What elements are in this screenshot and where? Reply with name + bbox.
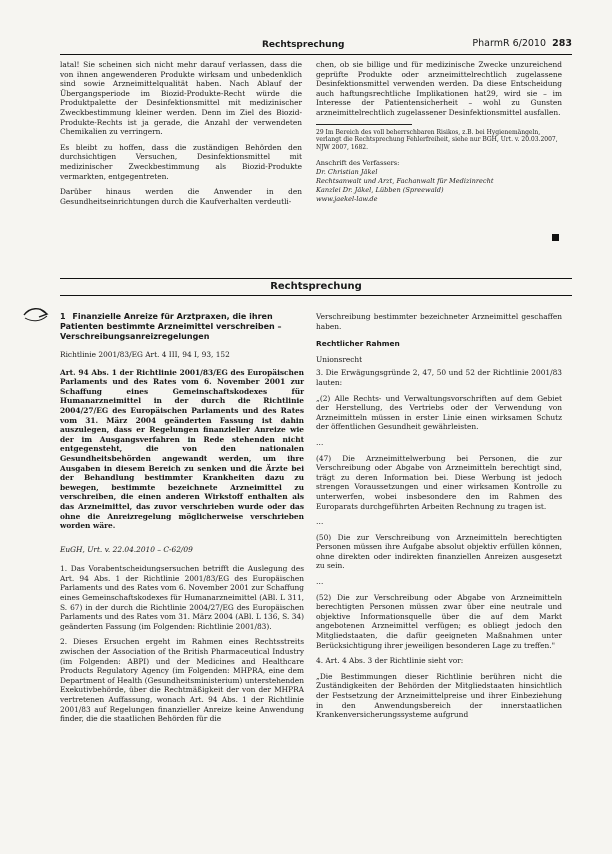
quote-recital-47: (47) Die Arzneimittelwerbung bei Personen, die zur Verschreibung oder Abgabe von Arzneimitteln berechtigt sind, trägt zu deren Information bei. Diese Werbung ist jedoch strengen Voraussetzungen und einer wirksamen Kontrolle zu unterwerfen, wobei insbesondere den im Rahmen des Europarats durchgeführten Arbeiten Rechnung zu tragen ist.: [316, 453, 562, 511]
case-right-column: [316, 312, 562, 726]
header-journal: PharmR 6/2010: [472, 38, 546, 49]
case-marker-arrow-icon: [22, 304, 52, 326]
footnote-rule: [316, 124, 412, 125]
author-website[interactable]: www.jaekel-law.de: [316, 194, 378, 203]
page-header: [60, 34, 572, 55]
footnote: 29 Im Bereich des voll beherrschbaren Risikos, z.B. bei Hygienemängeln, verlangt die Rechtsprechung Fehlerfreiheit, siehe nur BGH, Urt. v. 20.03.2007, NJW 2007, 1682.: [316, 128, 558, 151]
top-left-column: [60, 60, 302, 212]
author-address-label: Anschrift des Verfassers:: [316, 159, 400, 168]
section-title: Rechtsprechung: [270, 281, 362, 292]
case-paragraph-1: 1. Das Vorabentscheidungsersuchen betrifft die Auslegung des Art. 94 Abs. 1 der Richtlinie 2001/83/EG des Europäischen Parlaments und des Rates vom 6. November 2001 zur Schaffung eines Gemeinschaftskodexes für Humanarzneimittel (ABl. L 311, S. 67) in der durch die Richtlinie 2004/27/EG des Europäischen Parlaments und des Rates vom 31. März 2004 (ABl. L 136, S. 34) geänderten Fassung (im Folgenden: Richtlinie 2001/83).: [60, 564, 304, 631]
case-left-column: [60, 312, 304, 730]
quote-recital-50: (50) Die zur Verschreibung von Arzneimitteln berechtigten Personen müssen ihre Aufgabe absolut objektiv erfüllen können, ohne direkten oder indirekten finanziellen Anreizen ausgesetzt zu sein.: [316, 532, 562, 571]
section-band: [60, 278, 572, 296]
case-headnote: Art. 94 Abs. 1 der Richtlinie 2001/83/EG des Europäischen Parlaments und des Rates vom 6. November 2001 zur Schaffung eines Gemeinschaftskodexes für Humanarzneimittel in der durch die Richtlinie 2004/27/EG des Europäischen Parlaments und des Rates vom 31. März 2004 geänderten Fassung ist dahin auszulegen, dass er Regelungen finanzieller Anreize wie der im Ausgangsverfahren in Rede stehenden nicht entgegensteht, die von den nationalen Gesundheitsbehörden angewandt werden, um ihre Ausgaben in diesem Bereich zu senken und die Ärzte bei der Behandlung bestimmter Krankheiten dazu zu bewegen, bestimmte bezeichnete Arzneimittel zu verschreiben, die einen anderen Wirkstoff enthalten als das Arzneimittel, das zuvor verschrieben wurde oder das ohne die Anreizregelung möglicherweise verschrieben worden wäre.: [60, 367, 304, 531]
header-page-number: 283: [552, 38, 572, 49]
quote-recital-52: (52) Die zur Verschreibung oder Abgabe von Arzneimitteln berechtigten Personen müssen zwar über eine neutrale und objektive Informationsquelle über die auf dem Markt angebotenen Arzneimittel verfügen; es obliegt jedoch den Mitgliedstaaten, die dafür geeigneten Maßnahmen unter Berücksichtigung ihrer jeweiligen besonderen Lage zu treffen.": [316, 592, 562, 650]
ellipsis-1: …: [316, 437, 324, 447]
author-firm: Kanzlei Dr. Jäkel, Lübben (Spreewald): [316, 185, 444, 194]
case-paragraph-3: 3. Die Erwägungsgründe 2, 47, 50 und 52 der Richtlinie 2001/83 lauten:: [316, 368, 562, 387]
quote-article-4: „Die Bestimmungen dieser Richtlinie berühren nicht die Zuständigkeiten der Behörden der Mitgliedstaaten hinsichtlich der Festsetzung der Arzneimittelpreise und ihrer Einbeziehung in den Anwendungsbereich der innerstaatlichen Krankenversicherungssysteme aufgrund: [316, 671, 562, 720]
author-role: Rechtsanwalt und Arzt, Fachanwalt für Medizinrecht: [316, 176, 494, 185]
header-section-title: Rechtsprechung: [262, 40, 345, 50]
top-left-paragraph-3: Darüber hinaus werden die Anwender in den Gesundheitseinrichtungen durch die Kaufverhalten verdeutli-: [60, 187, 302, 206]
case-paragraph-2: 2. Dieses Ersuchen ergeht im Rahmen eines Rechtsstreits zwischen der Association of the British Pharmaceutical Industry (im Folgenden: ABPI) und der Medicines and Healthcare Products Regulatory Agency (im Folgenden: MHPRA, eine dem Department of Health (Gesundheitsministerium) unterstehenden Exekutivbehörde, über die Rechtmäßigkeit der von der MHPRA vertretenen Auffassung, wonach Art. 94 Abs. 1 der Richtlinie 2001/83 auf Regelungen finanzieller Anreize keine Anwendung finder, die die staatlichen Behörden für die: [60, 637, 304, 724]
case-number: 1: [60, 312, 66, 321]
article-end-mark: [552, 234, 559, 241]
author-block: [316, 159, 562, 203]
case-citation: Richtlinie 2001/83/EG Art. 4 III, 94 I, 93, 152: [60, 350, 230, 359]
top-right-column: [316, 60, 562, 203]
top-left-paragraph-1: latal! Sie scheinen sich nicht mehr darauf verlassen, dass die von ihnen angewenderen Produkte wirksam und unbedenklich sind sowie Arzneimittelqualität haben. Nach Ablauf der Übergangsperiode im Biozid-Produkte-Recht würde die Produktpalette der Desinfektionsmittel mit medizinischer Zweckbestimmung kleiner werden. Denn im Ziel des Biozid-Produkte-Rechts ist ja gerade, die Anzahl der verwendeten Chemikalien zu verringern.: [60, 60, 302, 137]
case-paragraph-4: 4. Art. 4 Abs. 3 der Richtlinie sieht vor:: [316, 656, 464, 666]
heading-legal-framework: Rechtlicher Rahmen: [316, 339, 400, 349]
case-decision: EuGH, Urt. v. 22.04.2010 – C-62/09: [60, 544, 193, 554]
case-heading: [60, 312, 304, 342]
top-right-paragraph: chen, ob sie billige und für medizinische Zwecke unzureichend geprüfte Produkte oder arzneimittelrechtlich zugelassene Desinfektionsmittel verwenden werden. Da diese Entscheidung auch haftungsrechtliche Implikationen hat29, wird sie – im Interesse der Patientensicherheit – wohl zu Gunsten arzneimittelrechtlich zugelassener Desinfektionsmittel ausfallen.: [316, 60, 562, 117]
top-left-paragraph-2: Es bleibt zu hoffen, dass die zuständigen Behörden den durchsichtigen Versuchen, Desinfektionsmittel mit medizinischer Zweckbestimmung als Biozid-Produkte vermarkten, entgegentreten.: [60, 142, 302, 181]
quote-recital-2: „(2) Alle Rechts- und Verwaltungsvorschriften auf dem Gebiet der Herstellung, des Vertriebs oder der Verwendung von Arzneimitteln müssen in erster Linie einen wirksamen Schutz der öffentlichen Gesundheit gewährleisten.: [316, 393, 562, 432]
ellipsis-2: …: [316, 517, 324, 527]
case-title: Finanzielle Anreize für Arztpraxen, die ihren Patienten bestimmte Arzneimittel verschreiben – Verschreibungsanreizregelungen: [60, 312, 282, 341]
ellipsis-3: …: [316, 577, 324, 587]
case-intro-continuation: Verschreibung bestimmter bezeichneter Arzneimittel geschaffen haben.: [316, 312, 562, 331]
heading-union-law: Unionsrecht: [316, 354, 363, 364]
author-name: Dr. Christian Jäkel: [316, 168, 378, 177]
